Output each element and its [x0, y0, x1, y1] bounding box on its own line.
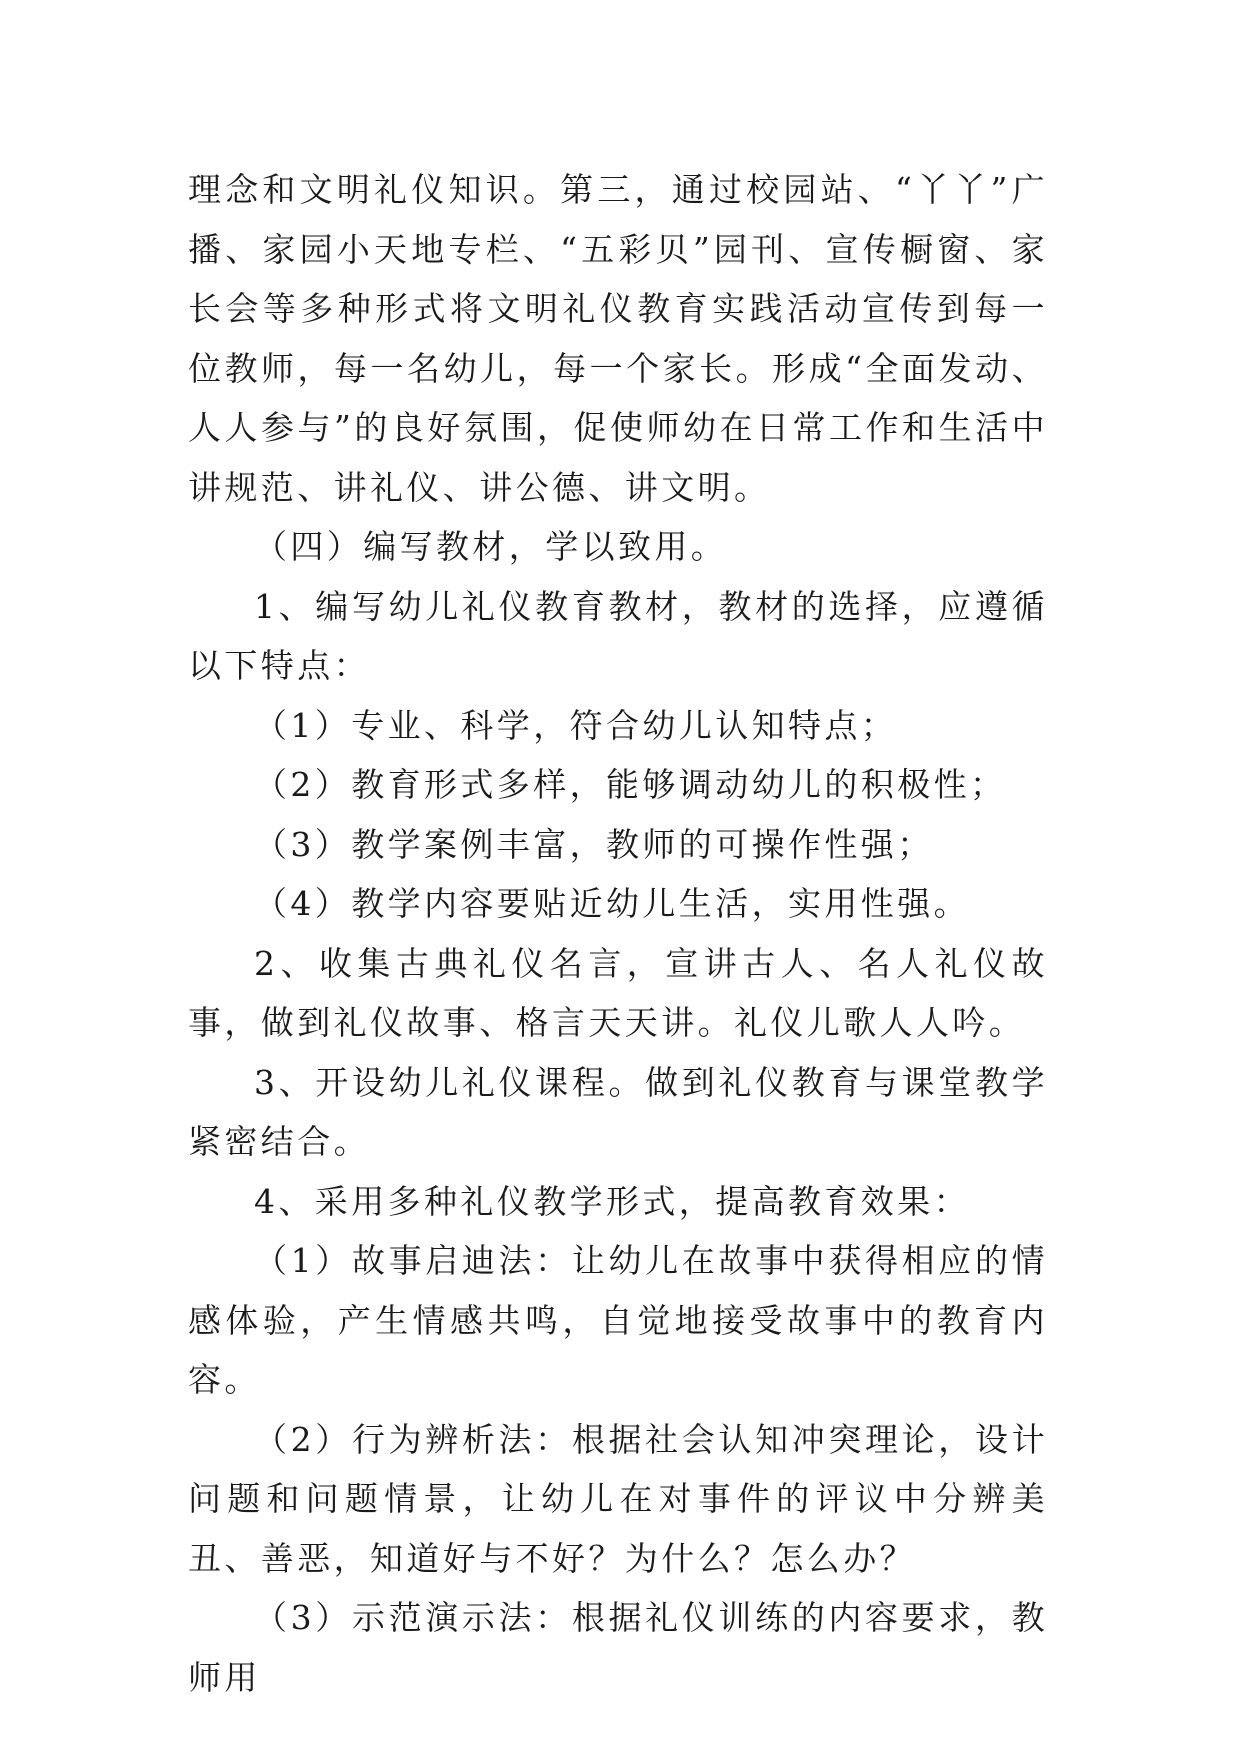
list-item-2: （2）教育形式多样，能够调动幼儿的积极性； [254, 765, 1007, 804]
list-item-3: （3）教学案例丰富，教师的可操作性强； [254, 824, 934, 864]
paragraph-item-1: 1、编写幼儿礼仪教育教材，教材的选择，应遵循以下特点： [188, 586, 1048, 685]
list-item-1: （1）专业、科学，符合幼儿认知特点； [254, 705, 898, 745]
section-heading-4: （四）编写教材，学以致用。 [254, 527, 728, 566]
paragraph-item-2: 2、收集古典礼仪名言，宣讲古人、名人礼仪故事，做到礼仪故事、格言天天讲。礼仪儿歌人人吟。 [188, 943, 1048, 1042]
method-item-1: （1）故事启迪法：让幼儿在故事中获得相应的情感体验，产生情感共鸣，自觉地接受故事中的教育内容。 [188, 1241, 1048, 1399]
document-body [188, 160, 1048, 1707]
list-item-4: （4）教学内容要贴近幼儿生活，实用性强。 [254, 884, 970, 923]
paragraph-0: 理念和文明礼仪知识。第三，通过校园站、“丫丫”广播、家园小天地专栏、“五彩贝”园刊、宣传橱窗、家长会等多种形式将文明礼仪教育实践活动宣传到每一位教师，每一名幼儿，每一个家长。形成“全面发动、人人参与”的良好氛围，促使师幼在日常工作和生活中讲规范、讲礼仪、讲公德、讲文明。 [188, 170, 1048, 507]
method-item-2: （2）行为辨析法：根据社会认知冲突理论，设计问题和问题情景，让幼儿在对事件的评议中分辨美丑、善恶，知道好与不好？为什么？怎么办？ [188, 1419, 1048, 1578]
paragraph-item-3: 3、开设幼儿礼仪课程。做到礼仪教育与课堂教学紧密结合。 [188, 1062, 1048, 1161]
method-item-3: （3）示范演示法：根据礼仪训练的内容要求，教师用 [188, 1598, 1048, 1697]
paragraph-item-4: 4、采用多种礼仪教学形式，提高教育效果： [254, 1181, 970, 1221]
